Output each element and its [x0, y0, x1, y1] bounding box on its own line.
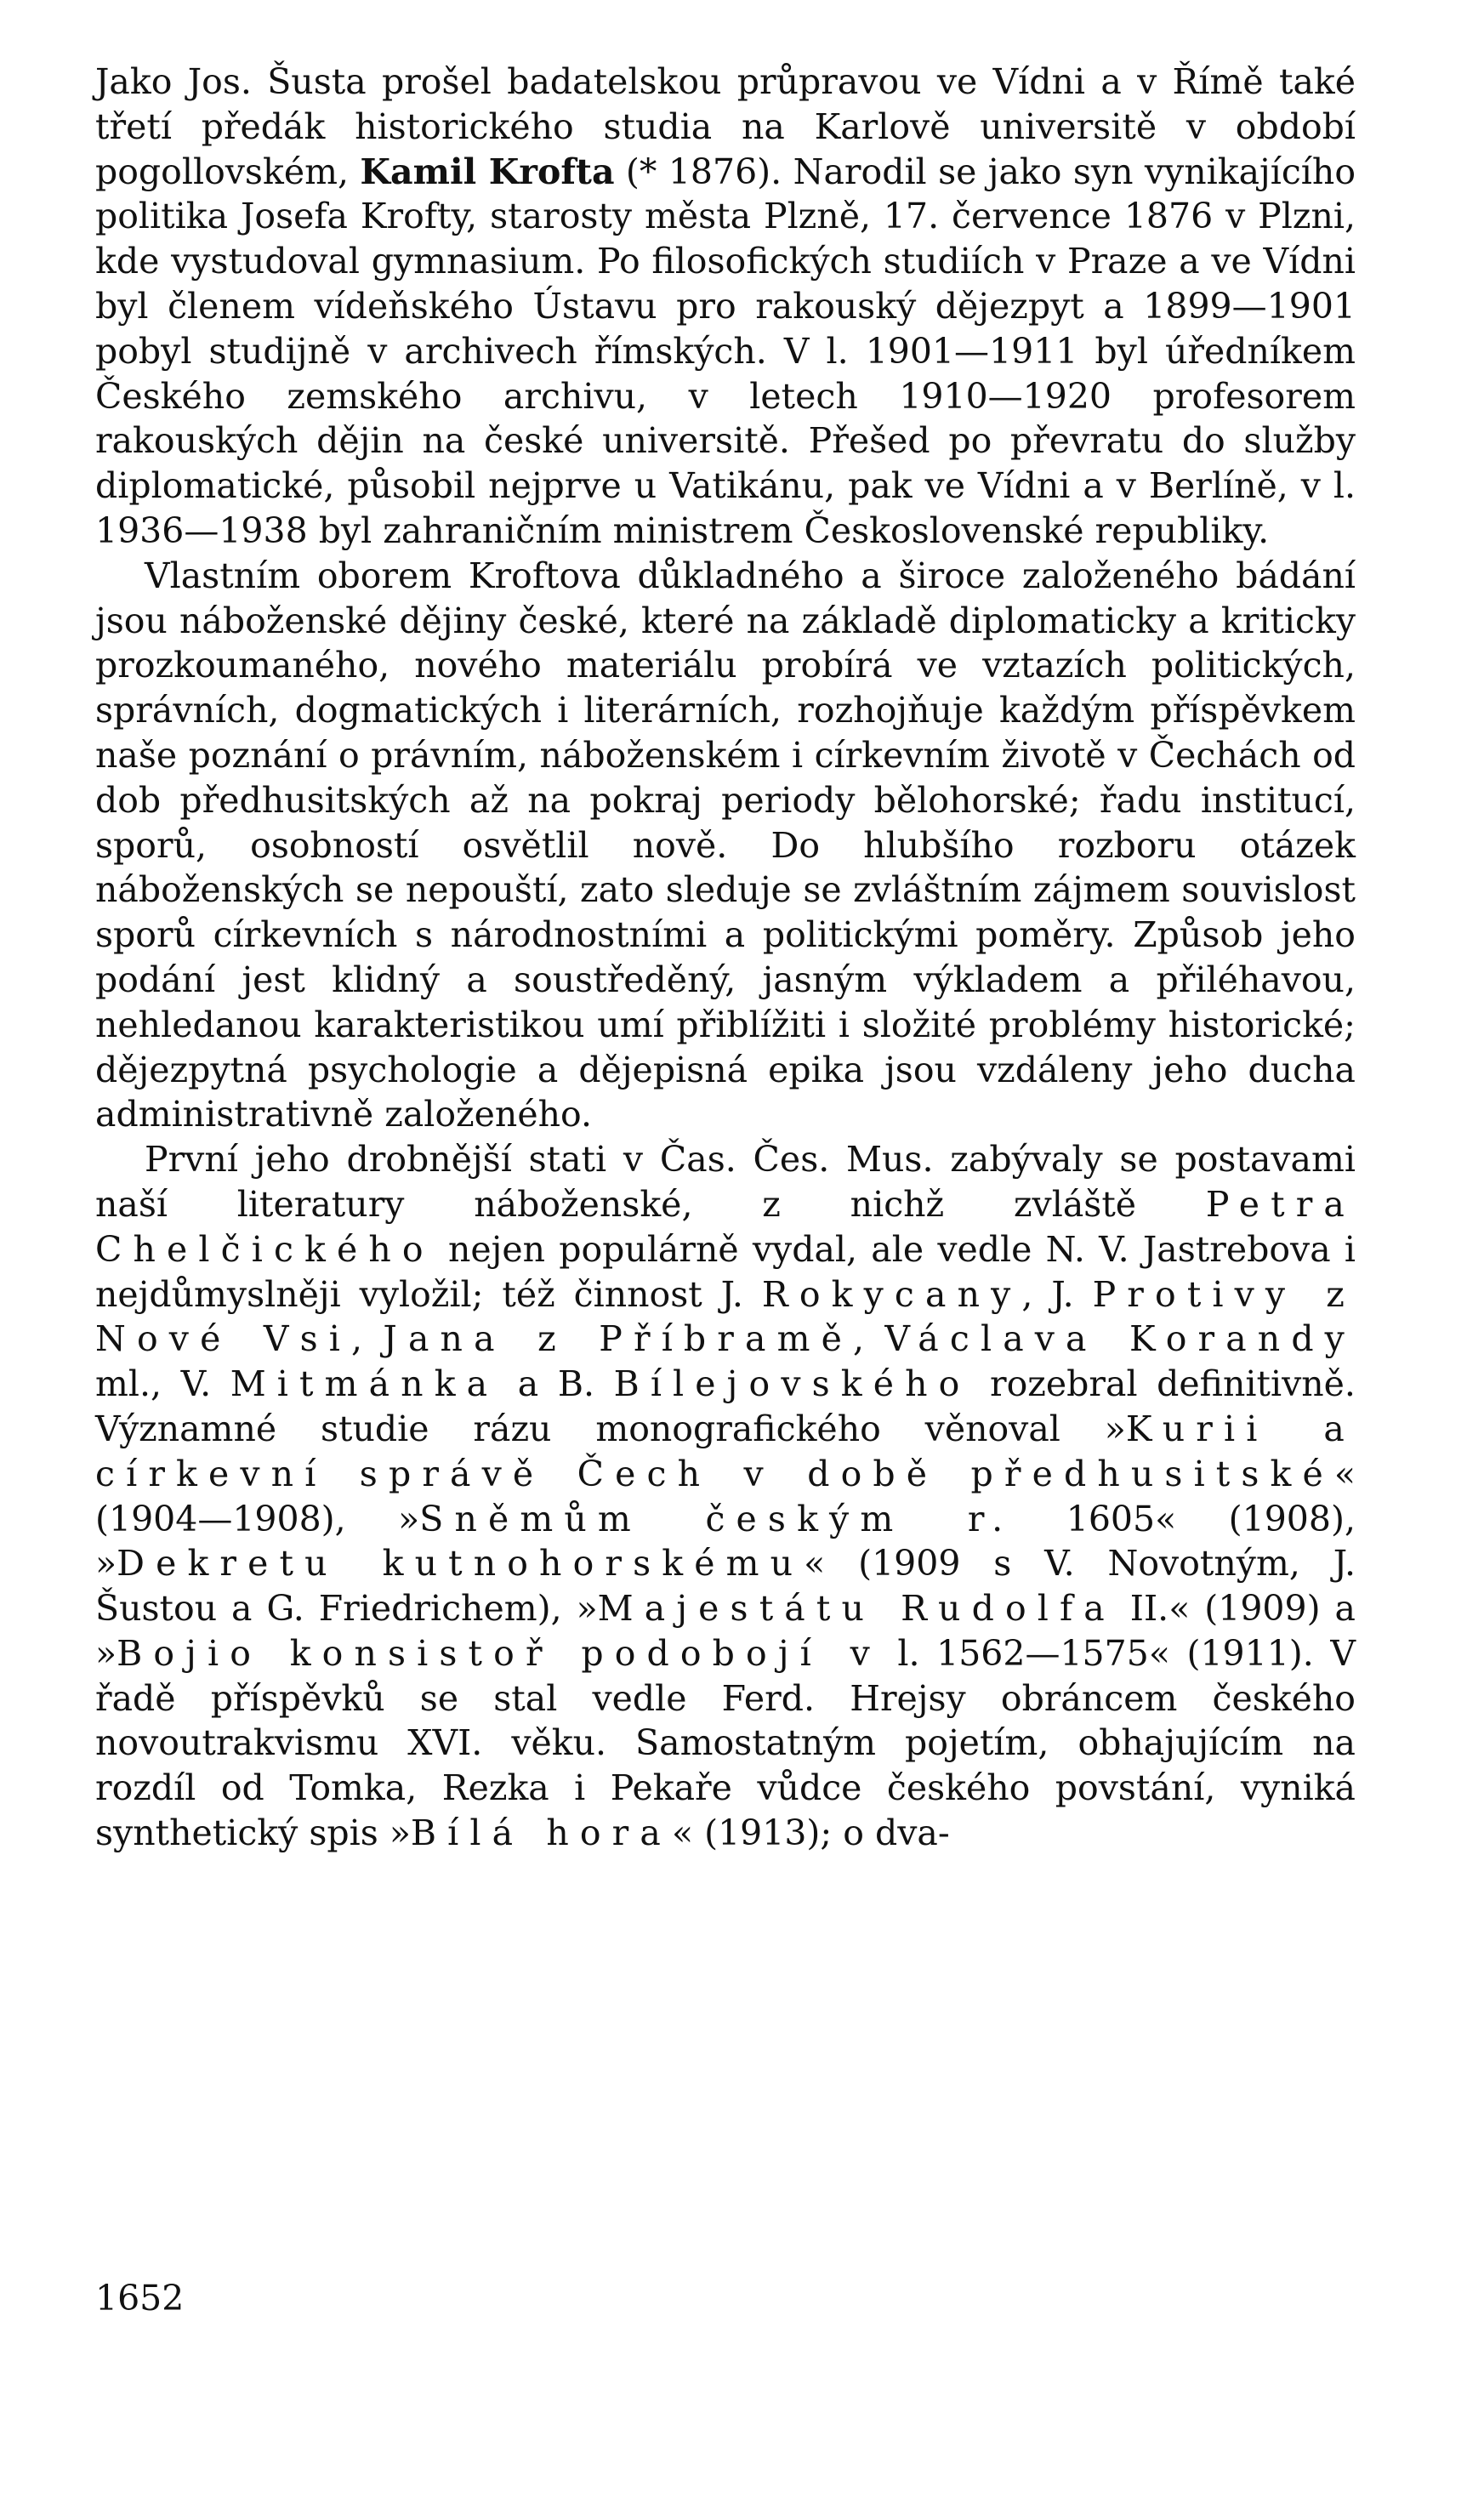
spaced-emphasis: Kurii a církevní správě Čech v době předhusitské [95, 1408, 1356, 1494]
text-run: , [351, 1318, 384, 1360]
spaced-emphasis: Václava Korandy [884, 1318, 1356, 1360]
text-run: l. 1562—1575« (1911). V řadě příspěvků se stal vedle Ferd. Hrejsy obráncem českého novoutrakvismu XVI. věku. Samostatným pojetím, obhajujícím na rozdíl od Tomka, Rezka i Pekaře vůdce českého povstání, vyniká synthetický spis » [95, 1632, 1356, 1854]
spaced-emphasis: Petra Chelčického [95, 1183, 1356, 1270]
page-number: 1652 [95, 2278, 185, 2319]
text-run: 1605« (1908), » [95, 1498, 1356, 1585]
spaced-emphasis: Dekretu kutnohorskému [117, 1543, 805, 1585]
paragraph-2 [95, 554, 1356, 1137]
text-run: rozebral definitivně. Významné studie rázu monografického věnoval » [95, 1363, 1356, 1449]
text-run: nejen populárně vydal, ale vedle N. V. Jastrebova i nejdůmyslněji vyložil; též činnost J. [95, 1228, 1356, 1315]
spaced-emphasis: Bílejovského [613, 1363, 971, 1405]
text-run: ml., V. [95, 1363, 230, 1405]
text-run: , [852, 1318, 885, 1360]
spaced-emphasis: Mitmánka [230, 1363, 499, 1405]
text-run: (* 1876). Narodil se jako syn vynikajícího politika Josefa Krofty, starosty města Plzně, 17. července 1876 v Plzni, kde vystudoval gymnasium. Po filosofických studiích v Praze a ve Vídni byl členem vídeňského Ústavu pro rakouský dějezpyt a 1899—1901 pobyl studijně v archivech římských. V l. 1901—1911 byl úředníkem Českého zemského archivu, v letech 1910—1920 profesorem rakouských dějin na české universitě. Přešed po převratu do služby diplomatické, působil nejprve u Vatikánu, pak ve Vídni a v Berlíně, v l. 1936—1938 byl zahraničním ministrem Československé republiky. [95, 151, 1356, 551]
spaced-emphasis: Rokycany [761, 1273, 1022, 1315]
paragraph-1 [95, 60, 1356, 554]
page-body [95, 60, 1356, 1856]
paragraph-3 [95, 1137, 1356, 1856]
spaced-emphasis: Bojio konsistoř podobojí v [117, 1632, 881, 1674]
spaced-emphasis: Majestátu Rudolfa [597, 1588, 1116, 1630]
spaced-emphasis: Sněmům českým r. [419, 1498, 1015, 1539]
text-run: « (1909 s V. Novotným, J. Šustou a G. Friedrichem), » [95, 1543, 1356, 1630]
bold-name: Kamil Krofta [360, 151, 615, 192]
text-run: Vlastním oborem Kroftova důkladného a široce založeného bádání jsou náboženské dějiny české, které na základě diplomaticky a kriticky prozkoumaného, nového materiálu probírá ve vztazích politických, správních, dogmatických i literárních, rozhojňuje každým příspěvkem naše poznání o právním, náboženském i církevním životě v Čechách od dob předhusitských až na pokraj periody bělohorské; řadu institucí, sporů, osobností osvětlil nově. Do hlubšího rozboru otázek náboženských se nepouští, zato sleduje se zvláštním zájmem souvislost sporů církevních s národnostními a politickými poměry. Způsob jeho podání jest klidný a soustředěný, jasným výkladem a přiléhavou, nehledanou karakteristikou umí přiblížiti i složité problémy historické; dějezpytná psychologie a dějepisná epika jsou vzdáleny jeho ducha administrativně založeného. [95, 555, 1356, 1135]
text-run: První jeho drobnější stati v Čas. Čes. Mus. zabývaly se postavami naší literatury náboženské, z nichž zvláště [95, 1139, 1356, 1225]
spaced-emphasis: Protivy z Nové Vsi [95, 1273, 1356, 1360]
text-run: a B. [498, 1363, 614, 1405]
text-run: II.« (1909) a » [95, 1588, 1356, 1674]
text-run: Jako Jos. Šusta prošel badatelskou průpravou ve Vídni a v Římě také třetí předák historického studia na Karlově universitě v období pogollovském, [95, 61, 1356, 192]
spaced-emphasis: Jana z Příbramě [383, 1318, 853, 1360]
text-run: « (1913); o dva- [671, 1812, 950, 1854]
text-run: « (1904—1908), » [95, 1453, 1356, 1539]
spaced-emphasis: Bílá hora [410, 1812, 672, 1854]
text-run: , J. [1021, 1273, 1093, 1315]
